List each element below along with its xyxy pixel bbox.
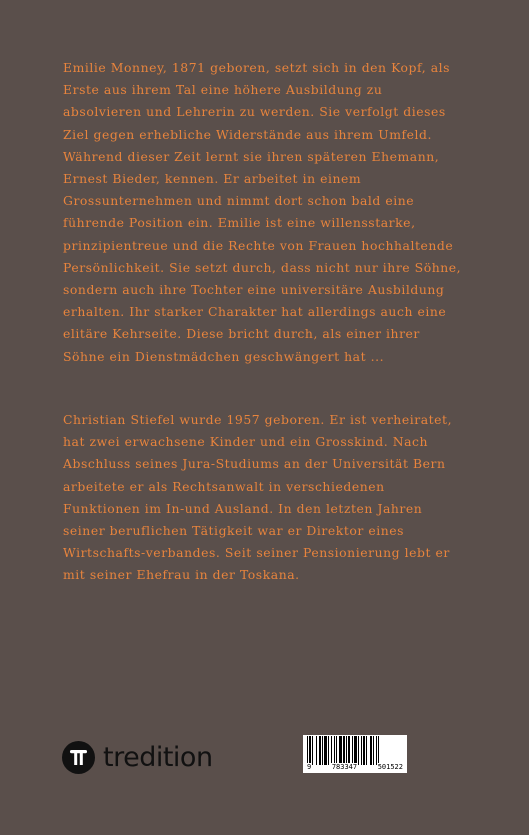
barcode-bar xyxy=(312,736,313,765)
barcode-bar xyxy=(339,736,342,765)
author-biography: Christian Stiefel wurde 1957 geboren. Er ist verheiratet, hat zwei erwachsene Kinder und ein Grosskind. Nach Abschluss seines Jura-Studiums an der Universität Bern arbeitete er als Rechtsanwalt in verschiedenen Funktionen im In-und Ausland. In den letzten Jahren seiner beruflichen Tätigkeit war er Direktor eines Wirtschafts-verbandes. Seit seiner Pensionierung lebt er mit seiner Ehefrau in der Toskana. xyxy=(63,412,453,583)
barcode-bar xyxy=(370,736,372,765)
publisher-name: tredition xyxy=(103,742,213,773)
barcode-bars xyxy=(306,736,404,765)
barcode-bar xyxy=(343,736,345,765)
barcode-digits xyxy=(306,763,404,771)
barcode-bar xyxy=(307,736,308,765)
barcode-bar xyxy=(348,736,350,765)
barcode-bar xyxy=(322,736,323,765)
barcode-bar xyxy=(328,736,329,765)
barcode-bar xyxy=(324,736,327,765)
barcode-bar xyxy=(373,736,374,765)
barcode-bar xyxy=(336,736,337,765)
barcode-bar xyxy=(366,736,367,765)
barcode-bar xyxy=(316,736,317,765)
barcode-bar xyxy=(361,736,362,765)
barcode-bar xyxy=(376,736,377,765)
barcode-bar xyxy=(346,736,347,765)
barcode-bar xyxy=(363,736,365,765)
barcode-lead-digit: 9 xyxy=(307,763,312,771)
barcode-group-left: 783347 xyxy=(331,763,358,771)
barcode-bar xyxy=(309,736,311,765)
barcode-bar xyxy=(334,736,335,765)
barcode-bar xyxy=(352,736,353,765)
isbn-barcode xyxy=(303,735,407,773)
publisher-logo xyxy=(62,741,213,774)
barcode-bar xyxy=(331,736,332,765)
tredition-logo-icon xyxy=(62,741,95,774)
book-description: Emilie Monney, 1871 geboren, setzt sich in den Kopf, als Erste aus ihrem Tal eine höhere Ausbildung zu absolvieren und Lehrerin zu werden. Sie verfolgt dieses Ziel gegen erhebliche Widerstände aus ihrem Umfeld. Während dieser Zeit lernt sie ihren späteren Ehemann, Ernest Bieder, kennen. Er arbeitet in einem Grossunternehmen und nimmt dort schon bald eine führende Position ein. Emilie ist eine willensstarke, prinzipientreue und die Rechte von Frauen hochhaltende Persönlichkeit. Sie setzt durch, dass nicht nur ihre Söhne, sondern auch ihre Tochter eine universitäre Ausbildung erhalten. Ihr starker Charakter hat allerdings auch eine elitäre Kehrseite. Diese bricht durch, als einer ihrer Söhne ein Dienstmädchen geschwängert hat ... xyxy=(63,60,462,364)
barcode-bar xyxy=(378,736,379,765)
barcode-bar xyxy=(358,736,359,765)
barcode-bar xyxy=(354,736,357,765)
barcode-bar xyxy=(319,736,321,765)
barcode-group-right: 501522 xyxy=(377,763,403,771)
